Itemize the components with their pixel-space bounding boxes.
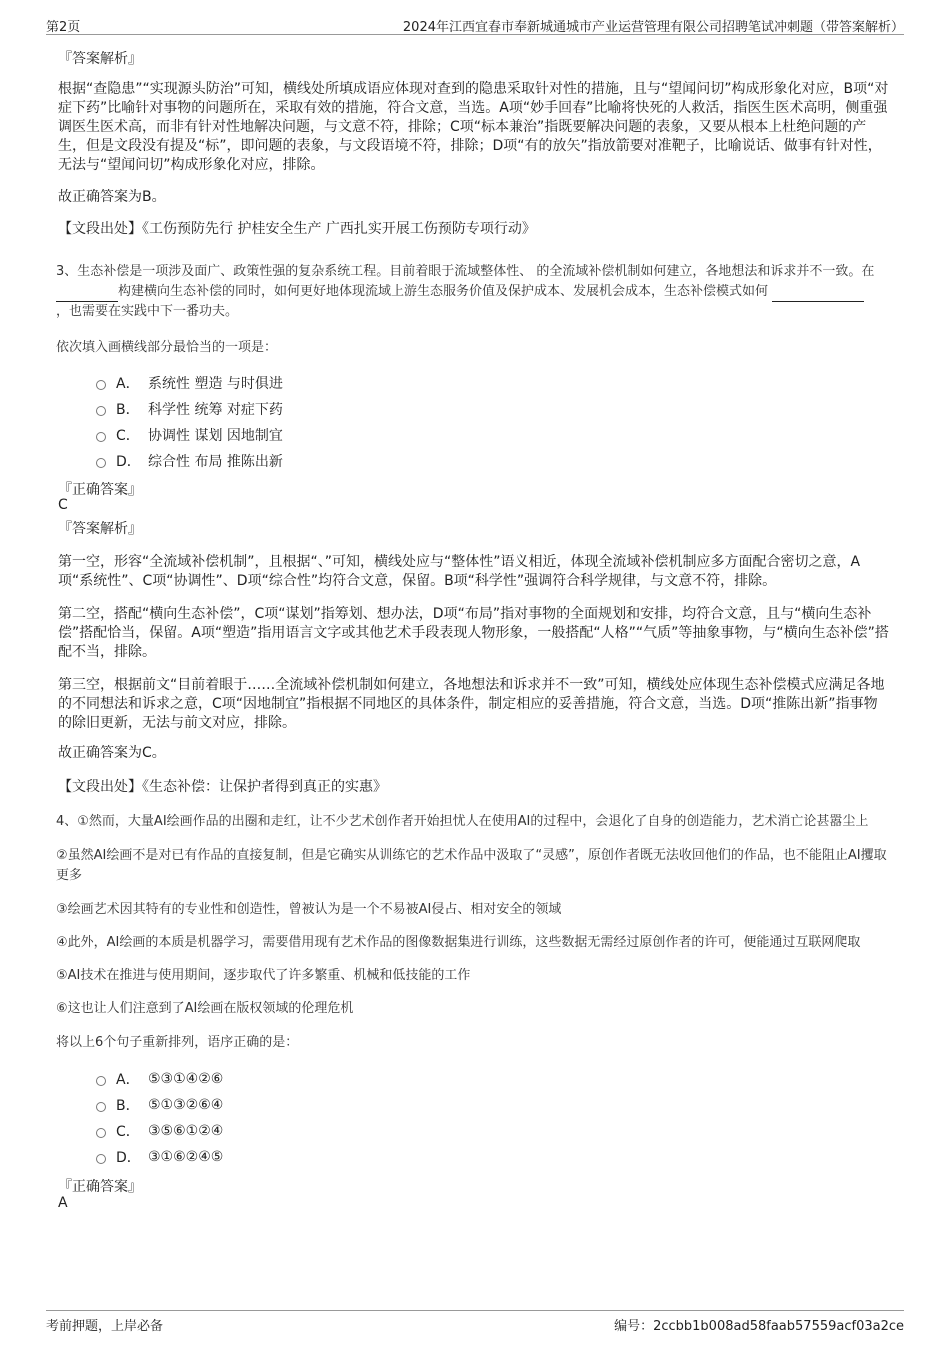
q2-source [58, 220, 890, 239]
footer-slogan: 考前押题，上岸必备 [46, 1319, 164, 1334]
q4-sentence-5: ⑤AI技术在推进与使用期间，逐步取代了许多繁重、机械和低技能的工作 [56, 968, 471, 983]
source-label: 【文段出处】 [58, 221, 142, 237]
q4-answer: A [58, 1195, 68, 1211]
radio-icon[interactable] [96, 1076, 106, 1086]
q3-stem-part2: 构建横向生态补偿的同时，如何更好地体现流域上游生态服务价值及保护成本、发展机会成本，生态补偿模式如何 [118, 284, 769, 299]
q3-prompt: 依次填入画横线部分最恰当的一项是： [56, 340, 278, 355]
q2-conclusion: 故正确答案为B。 [58, 189, 166, 205]
q4-prompt: 将以上6个句子重新排列，语序正确的是： [56, 1035, 299, 1050]
q3-option-c[interactable]: C． 协调性 谋划 因地制宜 [96, 422, 283, 448]
q3-analysis-label: 『答案解析』 [58, 521, 142, 537]
q4-sentence-2: ②虽然AI绘画不是对已有作品的直接复制，但是它确实从训练它的艺术作品中汲取了“灵感”，原创作者既无法收回他们的作品，也不能阻止AI攫取更多 [56, 848, 887, 883]
q3-stem-part3: ，也需要在实践中下一番功夫。 [56, 304, 239, 319]
page-footer [46, 1310, 904, 1341]
q3-option-b[interactable]: B． 科学性 统筹 对症下药 [96, 396, 283, 422]
q3-option-a[interactable]: A． 系统性 塑造 与时俱进 [96, 370, 283, 396]
q4-sentence-6: ⑥这也让人们注意到了AI绘画在版权领域的伦理危机 [56, 1001, 354, 1016]
q4-option-a[interactable]: A． ⑤③①④②⑥ [96, 1066, 223, 1092]
radio-icon[interactable] [96, 406, 106, 416]
q3-answer: C [58, 497, 68, 513]
q3-source [58, 778, 890, 797]
radio-icon[interactable] [96, 1128, 106, 1138]
radio-icon[interactable] [96, 380, 106, 390]
q4-sentence-4: ④此外，AI绘画的本质是机器学习，需要借用现有艺术作品的图像数据集进行训练，这些数据无需经过原创作者的许可，便能通过互联网爬取 [56, 935, 861, 950]
q3-options [96, 370, 283, 474]
radio-icon[interactable] [96, 432, 106, 442]
blank-2 [772, 287, 864, 302]
radio-icon[interactable] [96, 1154, 106, 1164]
q4-option-d[interactable]: D． ③①⑥②④⑤ [96, 1144, 223, 1170]
page-number: 第2页 [46, 20, 81, 35]
source-title: 《生态补偿：让保护者得到真正的实惠》 [142, 779, 387, 795]
q3-stem [56, 262, 890, 322]
source-label: 【文段出处】 [58, 779, 142, 795]
q4-options [96, 1066, 223, 1170]
footer-code: 编号：2ccbb1b008ad58faab57559acf03a2ce [614, 1319, 904, 1334]
q4-sentence-1: 4、①然而，大量AI绘画作品的出圈和走红，让不少艺术创作者开始担忧人在使用AI的过程中，会退化了自身的创造能力，艺术消亡论甚嚣尘上 [56, 814, 869, 829]
radio-icon[interactable] [96, 1102, 106, 1112]
q2-analysis-text: 根据“查隐患”“实现源头防治”可知，横线处所填成语应体现对查到的隐患采取针对性的措施，且与“望闻问切”构成形象化对应，B项“对症下药”比喻针对事物的问题所在，采取有效的措施，符合文意，当选。A项“妙手回春”比喻将快死的人救活，指医生医术高明，侧重强调医生医术高，而非有针对性地解决问题，与文意不符，排除；C项“标本兼治”指既要解决问题的表象，又要从根本上杜绝问题的产生，但是文段没有提及“标”，即问题的表象，与文段语境不符，排除；D项“有的放矢”指放箭要对准靶子，比喻说话、做事有针对性，无法与“望闻问切”构成形象化对应，排除。 [58, 81, 889, 173]
q4-option-c[interactable]: C． ③⑤⑥①②④ [96, 1118, 223, 1144]
radio-icon[interactable] [96, 458, 106, 468]
page-header [46, 14, 904, 35]
q4-option-b[interactable]: B． ⑤①③②⑥④ [96, 1092, 223, 1118]
q3-analysis-p3: 第三空，根据前文“目前着眼于……全流域补偿机制如何建立，各地想法和诉求并不一致”可知，横线处应体现生态补偿模式应满足各地的不同想法和诉求之意，C项“因地制宜”指根据不同地区的具体条件，制定相应的妥善措施，符合文意，当选。D项“推陈出新”指事物的除旧更新，无法与前文对应，排除。 [58, 677, 885, 731]
q4-sentence-3: ③绘画艺术因其特有的专业性和创造性，曾被认为是一个不易被AI侵占、相对安全的领域 [56, 902, 562, 917]
q3-answer-label: 『正确答案』 [58, 482, 142, 498]
source-title: 《工伤预防先行 护桂安全生产 广西扎实开展工伤预防专项行动》 [142, 221, 536, 237]
q3-analysis-p2: 第二空，搭配“横向生态补偿”，C项“谋划”指筹划、想办法，D项“布局”指对事物的全面规划和安排，均符合文意，且与“横向生态补偿”搭配恰当，保留。A项“塑造”指用语言文字或其他艺术手段表现人物形象，一般搭配“人格”“气质”等抽象事物，与“横向生态补偿”搭配不当，排除。 [58, 606, 889, 660]
q3-analysis-p1: 第一空，形容“全流域补偿机制”，且根据“、”可知，横线处应与“整体性”语义相近，体现全流域补偿机制应多方面配合密切之意，A项“系统性”、C项“协调性”、D项“综合性”均符合文意，保留。B项“科学性”强调符合科学规律，与文意不符，排除。 [58, 554, 861, 589]
q3-stem-part1: 3、生态补偿是一项涉及面广、政策性强的复杂系统工程。目前着眼于流域整体性、 的全流域补偿机制如何建立，各地想法和诉求并不一致。在 [56, 264, 875, 279]
blank-1 [56, 287, 118, 302]
q2-analysis-label: 『答案解析』 [58, 51, 142, 67]
q4-answer-label: 『正确答案』 [58, 1179, 142, 1195]
q3-option-d[interactable]: D． 综合性 布局 推陈出新 [96, 448, 283, 474]
q3-conclusion: 故正确答案为C。 [58, 745, 166, 761]
document-title: 2024年江西宜春市奉新城通城市产业运营管理有限公司招聘笔试冲刺题（带答案解析） [402, 20, 904, 35]
